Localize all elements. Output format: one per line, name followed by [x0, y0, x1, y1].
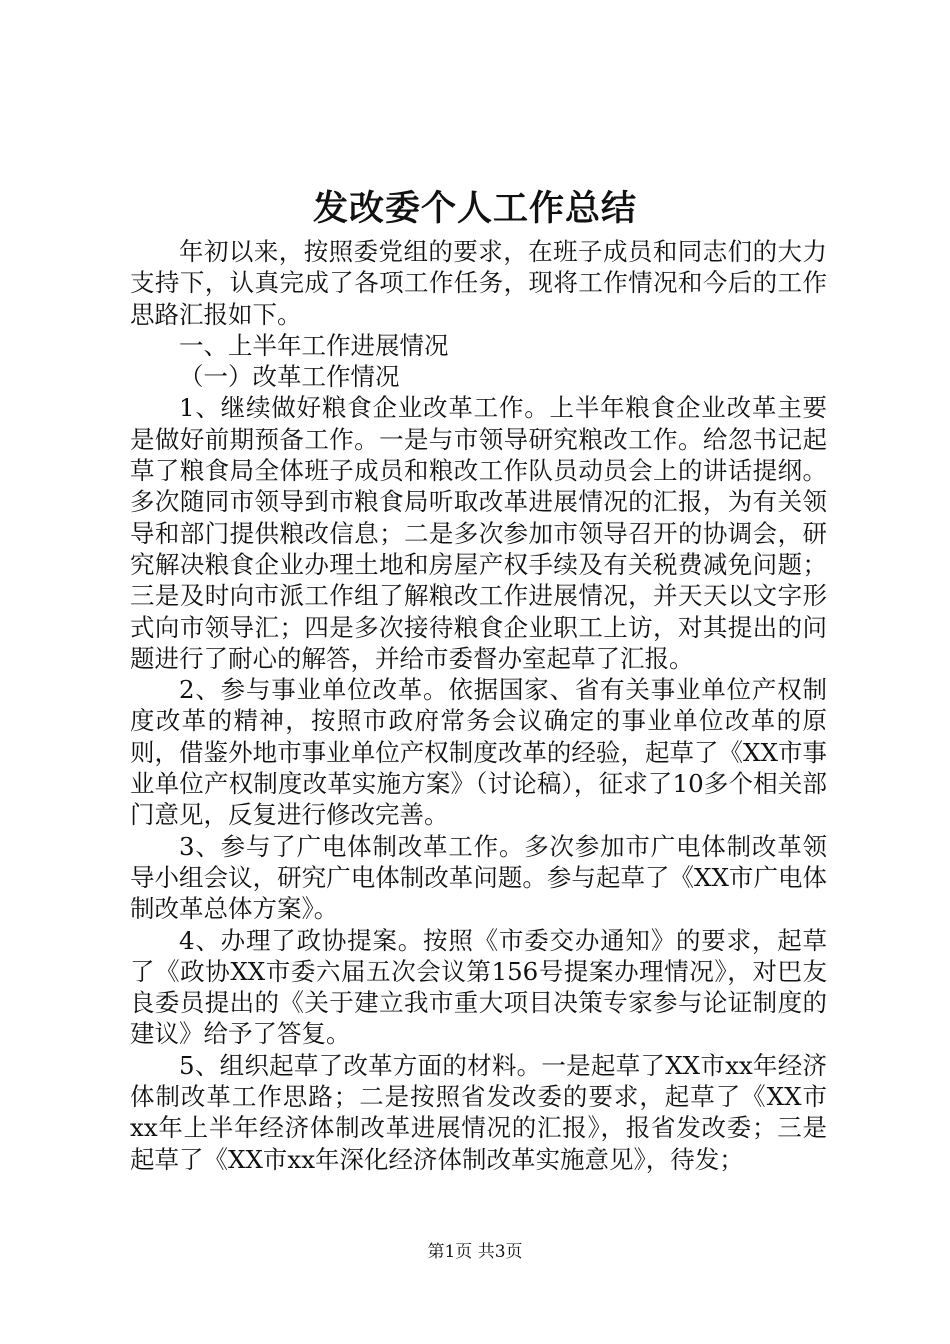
paragraph-item-3: 3、参与了广电体制改革工作。多次参加市广电体制改革领导小组会议，研究广电体制改革问题。参与起草了《XX市广电体制改革总体方案》。: [130, 831, 827, 924]
section-heading: 一、上半年工作进展情况: [179, 330, 449, 360]
paragraph-item-5: 5、组织起草了改革方面的材料。一是起草了XX市xx年经济体制改革工作思路；二是按照省发改委的要求，起草了《XX市xx年上半年经济体制改革进展情况的汇报》，报省发改委；三是起草了《XX市xx年深化经济体制改革实施意见》，待发；: [130, 1050, 827, 1174]
document-body: [130, 236, 827, 1175]
subsection-heading: （一）改革工作情况: [179, 362, 400, 392]
paragraph-item-4: 4、办理了政协提案。按照《市委交办通知》的要求，起草了《政协XX市委六届五次会议第156号提案办理情况》，对巴友良委员提出的《关于建立我市重大项目决策专家参与论证制度的建议》给予了答复。: [130, 925, 827, 1049]
paragraph-item-1: 1、继续做好粮食企业改革工作。上半年粮食企业改革主要是做好前期预备工作。一是与市领导研究粮改工作。给忽书记起草了粮食局全体班子成员和粮改工作队员动员会上的讲话提纲。多次随同市领导到市粮食局听取改革进展情况的汇报，为有关领导和部门提供粮改信息；二是多次参加市领导召开的协调会，研究解决粮食企业办理土地和房屋产权手续及有关税费减免问题；三是及时向市派工作组了解粮改工作进展情况，并天天以文字形式向市领导汇；四是多次接待粮食企业职工上访，对其提出的问题进行了耐心的解答，并给市委督办室起草了汇报。: [130, 393, 827, 673]
paragraph-item-2: 2、参与事业单位改革。依据国家、省有关事业单位产权制度改革的精神，按照市政府常务会议确定的事业单位改革的原则，借鉴外地市事业单位产权制度改革的经验，起草了《XX市事业单位产权制度改革实施方案》（讨论稿），征求了10多个相关部门意见，反复进行修改完善。: [130, 675, 827, 830]
paragraph-intro: 年初以来，按照委党组的要求，在班子成员和同志们的大力支持下，认真完成了各项工作任务，现将工作情况和今后的工作思路汇报如下。: [130, 237, 827, 329]
page-number-footer: 第1页 共3页: [427, 1242, 523, 1262]
document-title: 发改委个人工作总结: [312, 188, 637, 229]
